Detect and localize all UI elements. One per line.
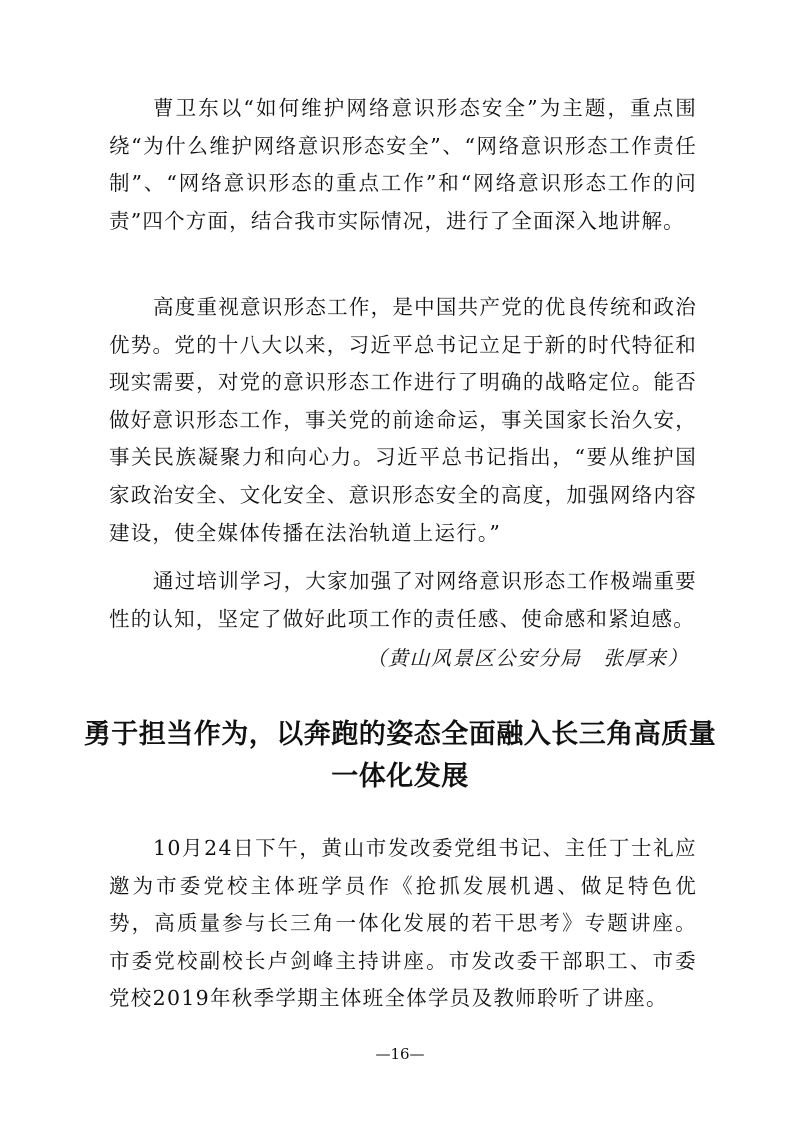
paragraph-lecture-report: 10月24日下午，黄山市发改委党组书记、主任丁士礼应邀为市委党校主体班学员作《抢抓发展机遇、做足特色优势，高质量参与长三角一体化发展的若干思考》专题讲座。市委党校副校长卢剑峰主持讲座。市发改委干部职工、市委党校2019年秋季学期主体班全体学员及教师聆听了讲座。 — [109, 836, 697, 1011]
page-number: —16— — [375, 1045, 425, 1063]
article-title-line-1: 勇于担当作为，以奔跑的姿态全面融入长三角高质量 — [83, 719, 717, 750]
paragraph-training-outcome: 通过培训学习，大家加强了对网络意识形态工作极端重要性的认知，坚定了做好此项工作的责任感、使命感和紧迫感。 — [109, 569, 697, 631]
author-byline: （黄山风景区公安分局 张厚来） — [366, 646, 689, 670]
article-title-line-2: 一体化发展 — [331, 761, 469, 792]
paragraph-ideology-importance: 高度重视意识形态工作，是中国共产党的优良传统和政治优势。党的十八大以来，习近平总书记立足于新的时代特征和现实需要，对党的意识形态工作进行了明确的战略定位。能否做好意识形态工作，事关党的前途命运，事关国家长治久安，事关民族凝聚力和向心力。习近平总书记指出，“要从维护国家政治安全、文化安全、意识形态安全的高度，加强网络内容建设，使全媒体传播在法治轨道上运行。” — [109, 295, 697, 545]
paragraph-lecture-topic: 曹卫东以“如何维护网络意识形态安全”为主题，重点围绕“为什么维护网络意识形态安全”、“网络意识形态工作责任制”、“网络意识形态的重点工作”和“网络意识形态工作的问责”四个方面，结合我市实际情况，进行了全面深入地讲解。 — [109, 96, 697, 233]
